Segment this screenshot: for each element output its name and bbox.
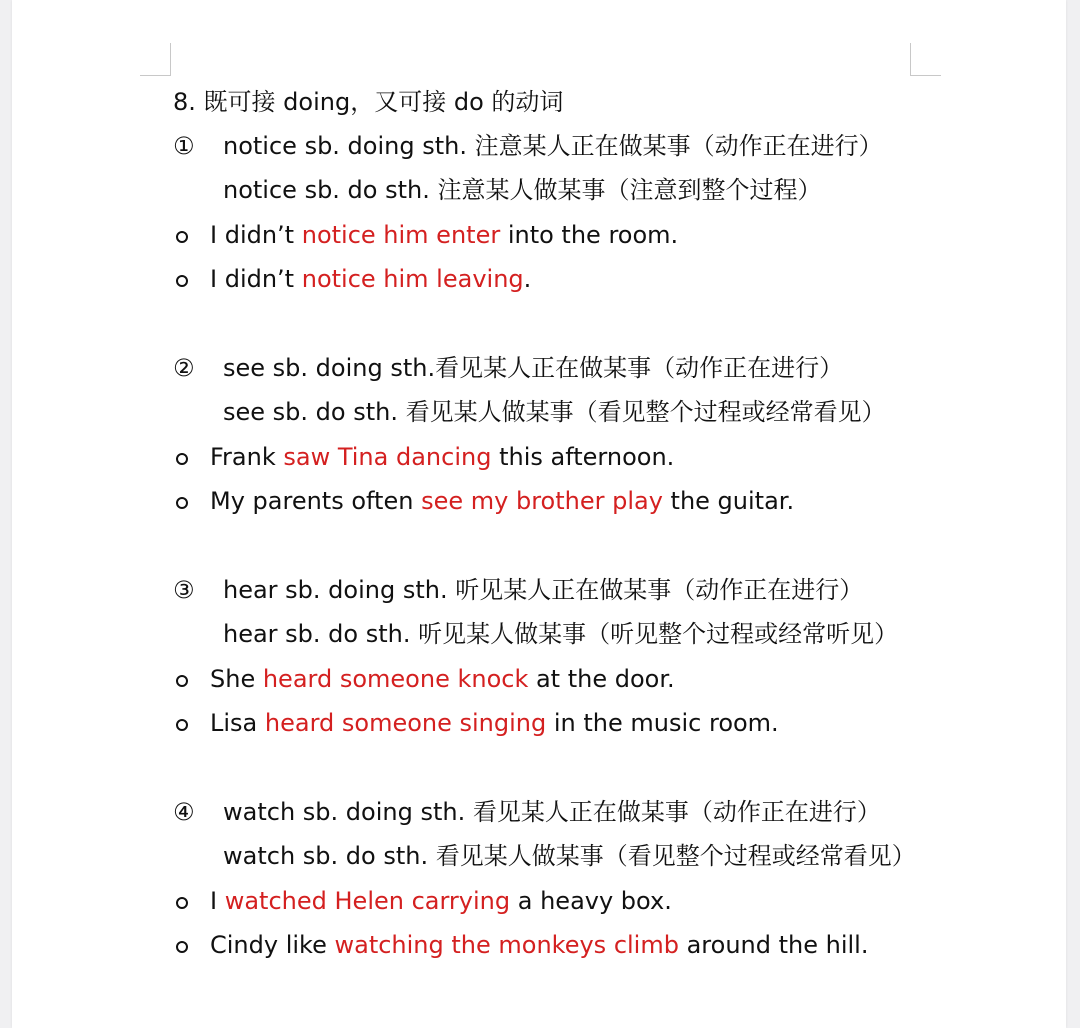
example-highlight: watching the monkeys climb bbox=[334, 931, 679, 959]
example-text: I bbox=[210, 887, 225, 915]
section-marker-4: ④ bbox=[173, 798, 195, 826]
example-sentence bbox=[210, 485, 794, 517]
example-sentence bbox=[210, 219, 678, 251]
example-text: . bbox=[523, 265, 532, 293]
pattern-2-do: see sb. do sth. 看见某人做某事（看见整个过程或经常看见） bbox=[223, 398, 886, 426]
example-text: at the door. bbox=[528, 665, 675, 693]
pattern-4-doing: watch sb. doing sth. 看见某人正在做某事（动作正在进行） bbox=[223, 798, 881, 826]
example-highlight: heard someone knock bbox=[262, 665, 529, 693]
bullet-icon bbox=[176, 897, 188, 909]
example-highlight: see my brother play bbox=[421, 487, 663, 515]
bullet-icon bbox=[176, 497, 188, 509]
example-text: around the hill. bbox=[678, 931, 869, 959]
document-content[interactable] bbox=[12, 0, 1066, 1028]
example-highlight: heard someone singing bbox=[264, 709, 547, 737]
example-text: My parents often bbox=[210, 487, 422, 515]
example-highlight: notice him leaving bbox=[301, 265, 524, 293]
example-text: Cindy like bbox=[210, 931, 335, 959]
pattern-2-doing: see sb. doing sth.看见某人正在做某事（动作正在进行） bbox=[223, 354, 844, 382]
example-highlight: notice him enter bbox=[301, 221, 501, 249]
section-marker-1: ① bbox=[173, 132, 195, 160]
example-text: a heavy box. bbox=[510, 887, 672, 915]
bullet-icon bbox=[176, 719, 188, 731]
section-marker-3: ③ bbox=[173, 576, 195, 604]
pattern-3-do: hear sb. do sth. 听见某人做某事（听见整个过程或经常听见） bbox=[223, 620, 899, 648]
example-highlight: watched Helen carrying bbox=[224, 887, 511, 915]
pattern-1-do: notice sb. do sth. 注意某人做某事（注意到整个过程） bbox=[223, 176, 822, 204]
pattern-4-do: watch sb. do sth. 看见某人做某事（看见整个过程或经常看见） bbox=[223, 842, 916, 870]
heading-text: 既可接 doing，又可接 do 的动词 bbox=[203, 88, 564, 116]
example-text: in the music room. bbox=[546, 709, 779, 737]
example-text: Lisa bbox=[210, 709, 265, 737]
bullet-icon bbox=[176, 275, 188, 287]
example-sentence bbox=[210, 663, 675, 695]
example-sentence bbox=[210, 263, 531, 295]
example-text: I didn’t bbox=[210, 221, 302, 249]
pattern-3-doing: hear sb. doing sth. 听见某人正在做某事（动作正在进行） bbox=[223, 576, 864, 604]
example-text: the guitar. bbox=[662, 487, 795, 515]
example-text: Frank bbox=[210, 443, 284, 471]
example-sentence bbox=[210, 929, 868, 961]
example-text: I didn’t bbox=[210, 265, 302, 293]
bullet-icon bbox=[176, 453, 188, 465]
example-text: this afternoon. bbox=[491, 443, 675, 471]
example-highlight: saw Tina dancing bbox=[283, 443, 492, 471]
example-text: She bbox=[210, 665, 263, 693]
heading-number: 8. bbox=[173, 88, 196, 116]
section-heading bbox=[173, 86, 563, 118]
example-sentence bbox=[210, 441, 674, 473]
bullet-icon bbox=[176, 675, 188, 687]
bullet-icon bbox=[176, 941, 188, 953]
bullet-icon bbox=[176, 231, 188, 243]
example-sentence bbox=[210, 885, 672, 917]
section-marker-2: ② bbox=[173, 354, 195, 382]
pattern-1-doing: notice sb. doing sth. 注意某人正在做某事（动作正在进行） bbox=[223, 132, 883, 160]
example-text: into the room. bbox=[500, 221, 679, 249]
example-sentence bbox=[210, 707, 779, 739]
document-page bbox=[12, 0, 1066, 1028]
